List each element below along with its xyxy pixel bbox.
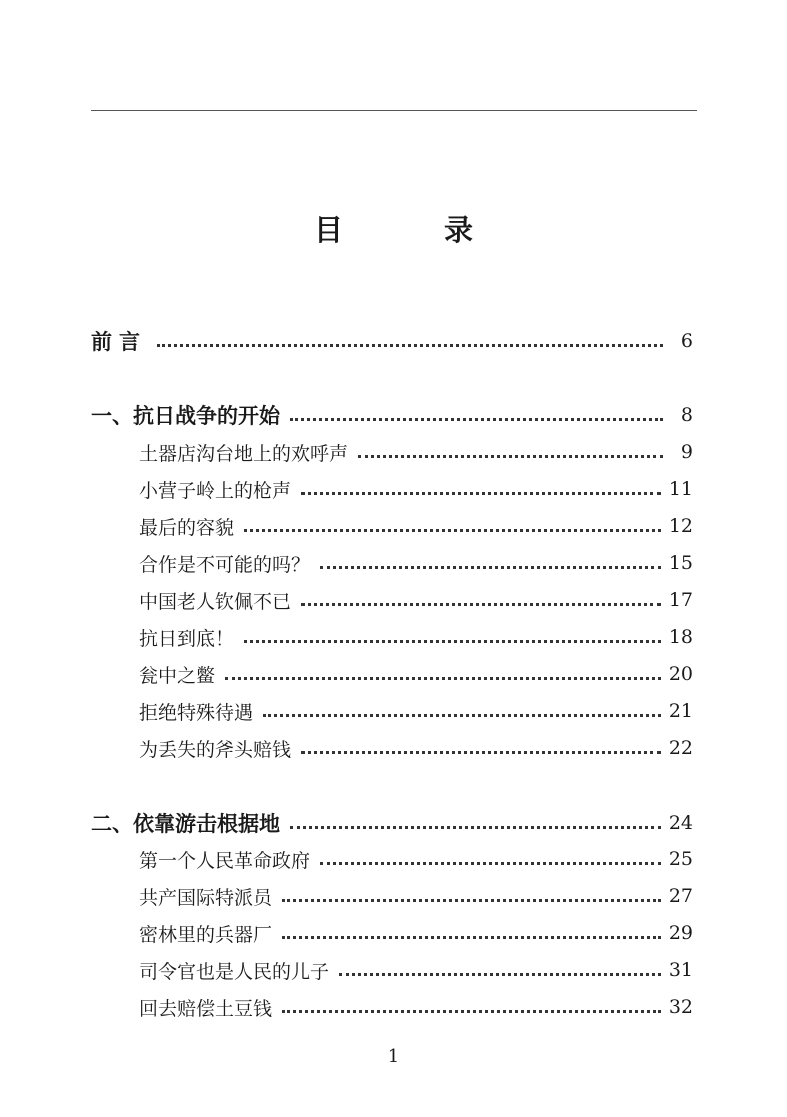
toc-entry-page: 22 bbox=[668, 737, 693, 759]
dot-leader bbox=[244, 529, 661, 532]
toc-entry-label: 合作是不可能的吗？ bbox=[139, 553, 311, 576]
toc-section[interactable] bbox=[139, 844, 693, 874]
toc-entry-label: 一、抗日战争的开始 bbox=[91, 404, 280, 428]
toc-section[interactable] bbox=[139, 659, 693, 689]
toc-entry-page: 24 bbox=[668, 812, 693, 834]
toc-entry-label: 瓮中之鳖 bbox=[139, 664, 216, 687]
dot-leader bbox=[358, 455, 663, 458]
toc-entry-preface[interactable] bbox=[91, 326, 693, 356]
toc-entry-page: 27 bbox=[668, 885, 693, 907]
toc-section[interactable] bbox=[139, 881, 693, 911]
toc-section[interactable] bbox=[139, 511, 693, 541]
toc-section[interactable] bbox=[139, 696, 693, 726]
dot-leader bbox=[301, 492, 661, 495]
toc-entry-page: 6 bbox=[680, 330, 693, 352]
dot-leader bbox=[282, 1010, 661, 1013]
toc-section[interactable] bbox=[139, 733, 693, 763]
toc-entry-page: 25 bbox=[668, 848, 693, 870]
toc-entry-label: 司令官也是人民的儿子 bbox=[139, 960, 330, 983]
header-rule bbox=[91, 110, 697, 111]
footer-page-number: 1 bbox=[387, 1046, 400, 1067]
dot-leader bbox=[282, 936, 661, 939]
toc-entry-label: 为丢失的斧头赔钱 bbox=[139, 738, 292, 761]
dot-leader bbox=[263, 714, 661, 717]
toc-entry-label: 中国老人钦佩不已 bbox=[139, 590, 292, 613]
dot-leader bbox=[225, 677, 661, 680]
toc-section[interactable] bbox=[139, 992, 693, 1022]
toc-entry-page: 31 bbox=[668, 959, 693, 981]
dot-leader bbox=[244, 640, 661, 643]
toc-section[interactable] bbox=[139, 474, 693, 504]
toc-chapter-1[interactable] bbox=[91, 400, 693, 430]
toc-entry-page: 20 bbox=[668, 663, 693, 685]
dot-leader bbox=[290, 826, 661, 829]
toc-entry-label: 小营子岭上的枪声 bbox=[139, 479, 292, 502]
toc-section[interactable] bbox=[139, 437, 693, 467]
toc-entry-page: 18 bbox=[668, 626, 693, 648]
dot-leader bbox=[339, 973, 661, 976]
toc-entry-page: 32 bbox=[668, 996, 693, 1018]
dot-leader bbox=[320, 862, 661, 865]
toc-section[interactable] bbox=[139, 955, 693, 985]
toc-entry-page: 11 bbox=[668, 478, 693, 500]
toc-entry-page: 21 bbox=[668, 700, 693, 722]
toc-entry-label: 前言 bbox=[91, 330, 147, 354]
dot-leader bbox=[320, 566, 661, 569]
toc-chapter-2[interactable] bbox=[91, 808, 693, 838]
toc-entry-label: 土器店沟台地上的欢呼声 bbox=[139, 442, 349, 465]
dot-leader bbox=[301, 603, 661, 606]
toc-entry-label: 回去赔偿土豆钱 bbox=[139, 997, 273, 1020]
toc-entry-label: 二、依靠游击根据地 bbox=[91, 812, 280, 836]
toc-section[interactable] bbox=[139, 585, 693, 615]
toc-entry-page: 29 bbox=[668, 922, 693, 944]
toc-entry-label: 拒绝特殊待遇 bbox=[139, 701, 254, 724]
toc-entry-label: 共产国际特派员 bbox=[139, 886, 273, 909]
toc-entry-page: 15 bbox=[668, 552, 693, 574]
toc-section[interactable] bbox=[139, 548, 693, 578]
page-title: 目 录 bbox=[313, 213, 509, 247]
toc-entry-label: 最后的容貌 bbox=[139, 516, 235, 539]
toc-entry-page: 17 bbox=[668, 589, 693, 611]
toc-entry-label: 抗日到底！ bbox=[139, 627, 235, 650]
dot-leader bbox=[301, 751, 661, 754]
dot-leader bbox=[157, 344, 663, 347]
toc-section[interactable] bbox=[139, 622, 693, 652]
toc-entry-label: 第一个人民革命政府 bbox=[139, 849, 311, 872]
dot-leader bbox=[282, 899, 661, 902]
dot-leader bbox=[290, 418, 663, 421]
toc-entry-page: 12 bbox=[668, 515, 693, 537]
toc-section[interactable] bbox=[139, 918, 693, 948]
toc-entry-page: 8 bbox=[680, 404, 693, 426]
toc-entry-page: 9 bbox=[680, 441, 693, 463]
toc-entry-label: 密林里的兵器厂 bbox=[139, 923, 273, 946]
